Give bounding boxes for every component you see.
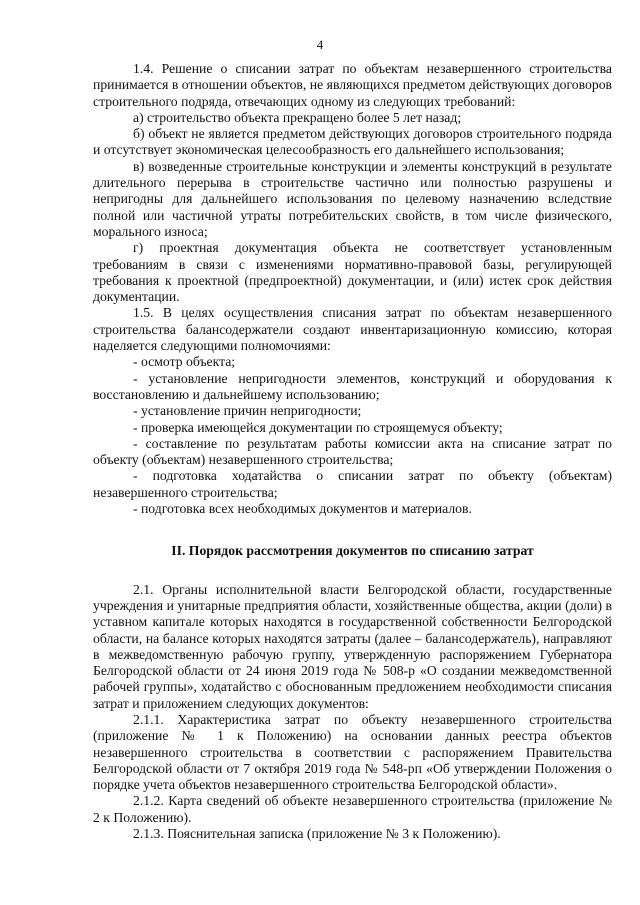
page-number: 4 (316, 37, 324, 52)
list-item-b: б) объект не является предметом действующих договоров строительного подряда и отсутствует экономическая целесообразность его дальнейшего использования; (93, 126, 612, 158)
paragraph-2-1-2: 2.1.2. Карта сведений об объекте незавершенного строительства (приложение № 2 к Положению). (93, 793, 612, 825)
document-body (93, 61, 612, 842)
power-item: - осмотр объекта; (133, 354, 236, 370)
list-item-g: г) проектная документация объекта не соответствует установленным требованиям в связи с изменениями нормативно-правовой базы, регулирующей требования к проектной (предпроектной) документации, и (или) истек срок действия документации. (93, 240, 612, 305)
list-item-v: в) возведенные строительные конструкции и элементы конструкций в результате длительного перерыва в строительстве частично или полностью разрушены и непригодны для дальнейшего использования по целевому назначению вследствие полной или частичной утраты потребительских свойств, в том числе физического, морального износа; (93, 158, 612, 239)
section-heading: II. Порядок рассмотрения документов по списанию затрат (171, 543, 534, 559)
paragraph-2-1: 2.1. Органы исполнительной власти Белгородской области, государственные учреждения и унитарные предприятия области, хозяйственные общества, акции (доли) в уставном капитале которых находятся в государственной собственности Белгородской области, на балансе которых находятся затраты (далее – балансодержатель), направляют в межведомственную рабочую группу, утвержденную распоряжением Губернатора Белгородской области от 24 июня 2019 года № 508-р «О создании межведомственной рабочей группы», ходатайство с обоснованным предложением необходимости списания затрат и приложением следующих документов: (93, 581, 612, 711)
paragraph-2-1-3: 2.1.3. Пояснительная записка (приложение № 3 к Положению). (133, 826, 501, 842)
section-2 (93, 582, 612, 843)
power-item: - подготовка всех необходимых документов и материалов. (133, 501, 472, 517)
power-item: - установление непригодности элементов, конструкций и оборудования к восстановлению и дальнейшему использованию; (93, 370, 612, 402)
list-item-a: а) строительство объекта прекращено более 5 лет назад; (133, 109, 462, 125)
power-item: - подготовка ходатайства о списании затрат по объекту (объектам) незавершенного строительства; (93, 468, 612, 500)
power-item: - проверка имеющейся документации по строящемуся объекту; (133, 419, 503, 435)
paragraph-2-1-1: 2.1.1. Характеристика затрат по объекту незавершенного строительства (приложение № 1 к Положению) на основании данных реестра объектов незавершенного строительства в соответствии с распоряжением Правительства Белгородской области от 7 октября 2019 года № 548-рп «Об утверждении Положения о порядке учета объектов незавершенного строительства Белгородской области». (93, 711, 612, 793)
power-item: - установление причин непригодности; (133, 403, 362, 419)
paragraph-1-5: 1.5. В целях осуществления списания затрат по объектам незавершенного строительства балансодержатели создают инвентаризационную комиссию, которая наделяется следующими полномочиями: (93, 305, 612, 354)
paragraph-1-4: 1.4. Решение о списании затрат по объектам незавершенного строительства принимается в отношении объектов, не являющихся предметом действующих договоров строительного подряда, отвечающих одному из следующих требований: (93, 61, 612, 109)
power-item: - составление по результатам работы комиссии акта на списание затрат по объекту (объектам) незавершенного строительства; (93, 435, 612, 468)
